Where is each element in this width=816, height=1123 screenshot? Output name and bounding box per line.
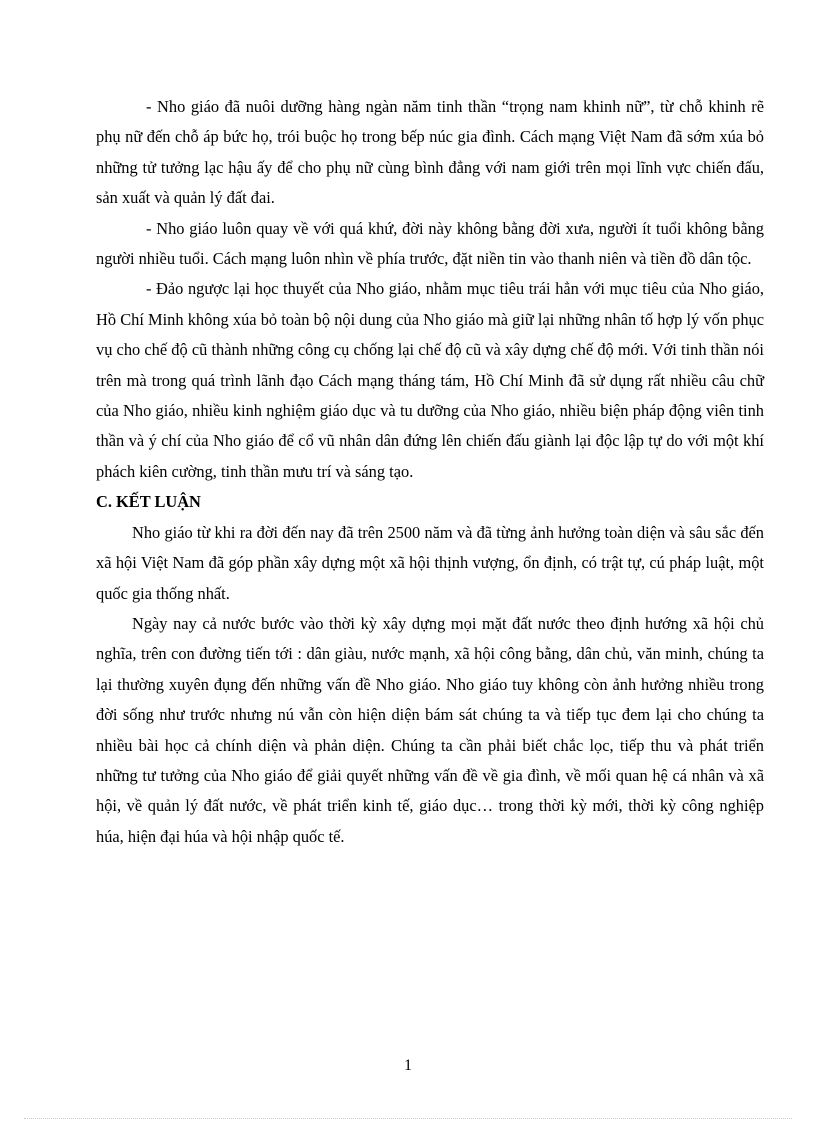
paragraph-women-equality: - Nho giáo đã nuôi dưỡng hàng ngàn năm tinh thần “trọng nam khinh nữ”, từ chỗ khinh rẽ phụ nữ đến chỗ áp bức họ, trói buộc họ trong bếp núc gia đình. Cách mạng Việt Nam đã sớm xúa bỏ những tử tưởng lạc hậu ấy để cho phụ nữ cùng bình đẳng với nam giới trên mọi lĩnh vực chiến đấu, sản xuất và quản lý đất đai.	[96, 97, 764, 208]
footer-divider	[24, 1118, 792, 1119]
paragraph-ho-chi-minh-confucianism: - Đảo ngược lại học thuyết của Nho giáo, nhằm mục tiêu trái hẳn với mục tiêu của Nho giáo, Hồ Chí Minh không xúa bỏ toàn bộ nội dung của Nho giáo mà giữ lại những nhân tố hợp lý vốn phục vụ cho chế độ cũ thành những công cụ chống lại chế độ cũ và xây dựng chế độ mới. Với tinh thần nói trên mà trong quá trình lãnh đạo Cách mạng tháng tám, Hồ Chí Minh đã sử dụng rất nhiều câu chữ của Nho giáo, nhiều kinh nghiệm giáo dục và tu dưỡng của Nho giáo, nhiều biện pháp động viên tinh thần và ý chí của Nho giáo để cổ vũ nhân dân đứng lên chiến đấu giành lại độc lập tự do với một khí phách kiên cường, tinh thần mưu trí và sáng tạo.	[96, 279, 764, 481]
paragraph-past-vs-future: - Nho giáo luôn quay về với quá khứ, đời này không bằng đời xưa, người ít tuổi không bằng người nhiều tuổi. Cách mạng luôn nhìn về phía trước, đặt niền tin vào thanh niên và tiền đồ dân tộc.	[96, 218, 764, 269]
page-number: 1	[404, 1057, 412, 1074]
conclusion-heading: C. KẾT LUẬN	[96, 492, 201, 512]
paragraph-conclusion-today: Ngày nay cả nước bước vào thời kỳ xây dựng mọi mặt đất nước theo định hướng xã hội chủ nghĩa, trên con đường tiến tới : dân giàu, nước mạnh, xã hội công bằng, dân chủ, văn minh, chúng ta lại thường xuyên đụng đến những vấn đề Nho giáo. Nho giáo tuy không còn ảnh hưởng nhiều trong đời sống như trước nhưng nú vẫn còn hiện diện bám sát chúng ta và tiếp tục đem lại cho chúng ta nhiều bài học cả chính diện và phản diện. Chúng ta cần phải biết chắc lọc, tiếp thu và phát triển những tư tưởng của Nho giáo để giải quyết những vấn đề về gia đình, về mối quan hệ cá nhân và xã hội, về quản lý đất nước, về phát triển kinh tế, giáo dục… trong thời kỳ mới, thời kỳ công nghiệp húa, hiện đại húa và hội nhập quốc tế.	[96, 613, 764, 846]
document-page	[96, 92, 764, 852]
paragraph-conclusion-history: Nho giáo từ khi ra đời đến nay đã trên 2500 năm và đã từng ảnh hưởng toàn diện và sâu sắc đến xã hội Việt Nam đã góp phần xây dựng một xã hội thịnh vượng, ổn định, có trật tự, cú pháp luật, một quốc gia thống nhất.	[96, 522, 764, 603]
